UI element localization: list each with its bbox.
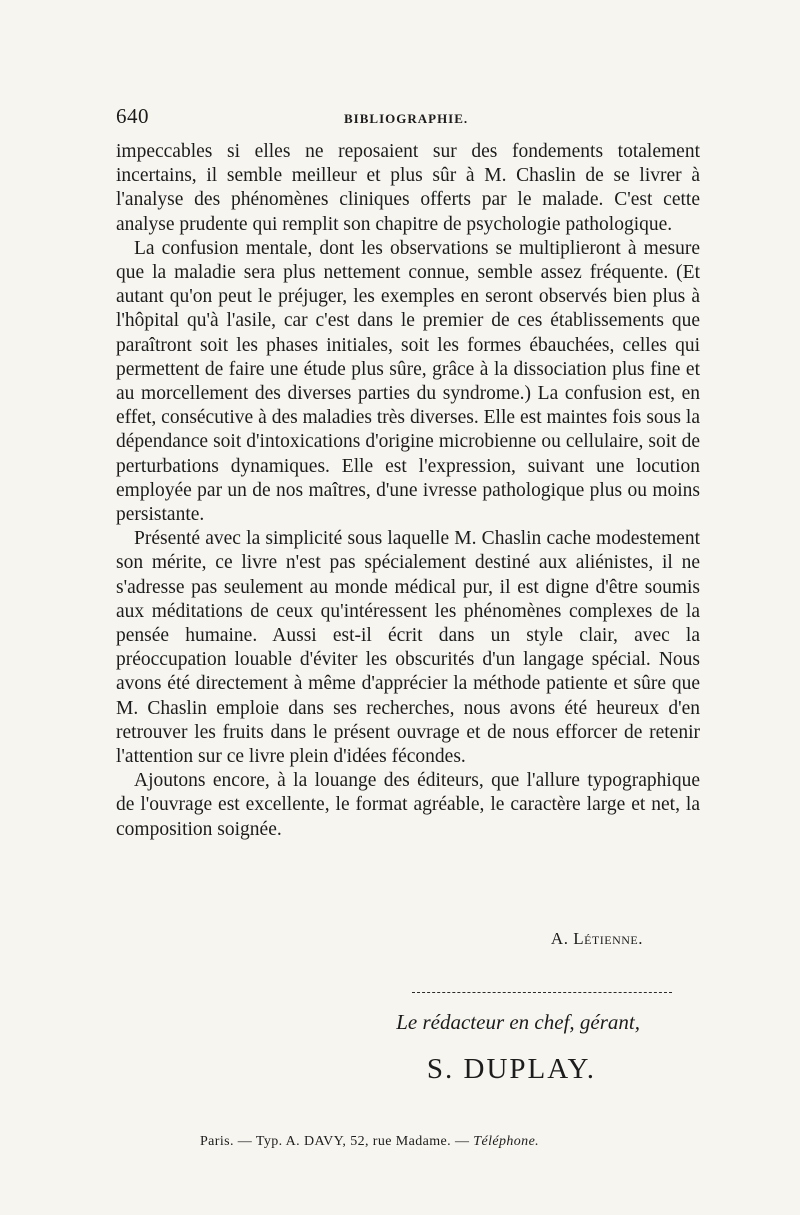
imprint-phone: Téléphone.: [473, 1134, 540, 1149]
separator-rule: [412, 992, 672, 993]
author-signature: [0, 929, 643, 949]
author-initial: A.: [550, 929, 569, 948]
paragraph-editeurs: Ajoutons encore, à la louange des éditeurs, que l'allure typographique de l'ouvrage est excellente, le format agréable, le caractère large et net, la composition soignée.: [116, 770, 700, 840]
paragraph-presentation: Présenté avec la simplicité sous laquelle M. Chaslin cache modestement son mérite, ce livre n'est pas spécialement destiné aux aliénistes, il ne s'adresse pas seulement au monde médical pur, il est digne d'être soumis aux méditations de ceux qu'intéressent les phénomènes complexes de la pensée humaine. Aussi est-il écrit dans un style clair, avec la préoccupation louable d'éviter les obscurités d'un langage spécial. Nous avons été directement à même d'apprécier la méthode patiente et sûre que M. Chaslin emploie dans ses recherches, nous avons été heureux d'en retrouver les fruits dans le présent ouvrage et de nous efforcer de retenir l'attention sur ce livre plein d'idées fécondes.: [116, 528, 700, 768]
printer-imprint: [200, 1134, 620, 1150]
article-body: [116, 140, 700, 842]
paragraph-confusion-mentale: La confusion mentale, dont les observations se multiplieront à mesure que la maladie sera plus nettement connue, semble assez fréquente. (Et autant qu'on peut le préjuger, les exemples en seront observés bien plus à l'hôpital qu'à l'asile, car c'est dans le premier de ces établissements que paraîtront soit les phases initiales, soit les formes ébauchées, celles qui permettent de faire une étude plus sûre, grâce à la dissociation plus fine et au morcellement des diverses parties du syndrome.) La confusion est, en effet, consécutive à des maladies très diverses. Elle est maintes fois sous la dépendance soit d'intoxications d'origine microbienne ou cellulaire, soit de perturbations dynamiques. Elle est l'expression, suivant une locution employée par un de nos maîtres, d'une ivresse pathologique plus ou moins persistante.: [116, 237, 700, 526]
author-surname: Létienne.: [573, 929, 643, 948]
page-number: 640: [116, 104, 149, 128]
editor-name: S. DUPLAY.: [426, 1053, 596, 1085]
page-header: [116, 104, 700, 134]
imprint-text: Paris. — Typ. A. DAVY, 52, rue Madame. —: [200, 1134, 470, 1149]
paragraph-continuation: impeccables si elles ne reposaient sur des fondements totalement incertains, il semble meilleur et plus sûr à M. Chaslin de se livrer à l'analyse des phénomènes cliniques offerts par le malade. C'est cette analyse prudente qui remplit son chapitre de psychologie pathologique.: [116, 141, 700, 235]
editor-role: Le rédacteur en chef, gérant,: [396, 1010, 640, 1034]
running-head: BIBLIOGRAPHIE.: [344, 111, 469, 126]
